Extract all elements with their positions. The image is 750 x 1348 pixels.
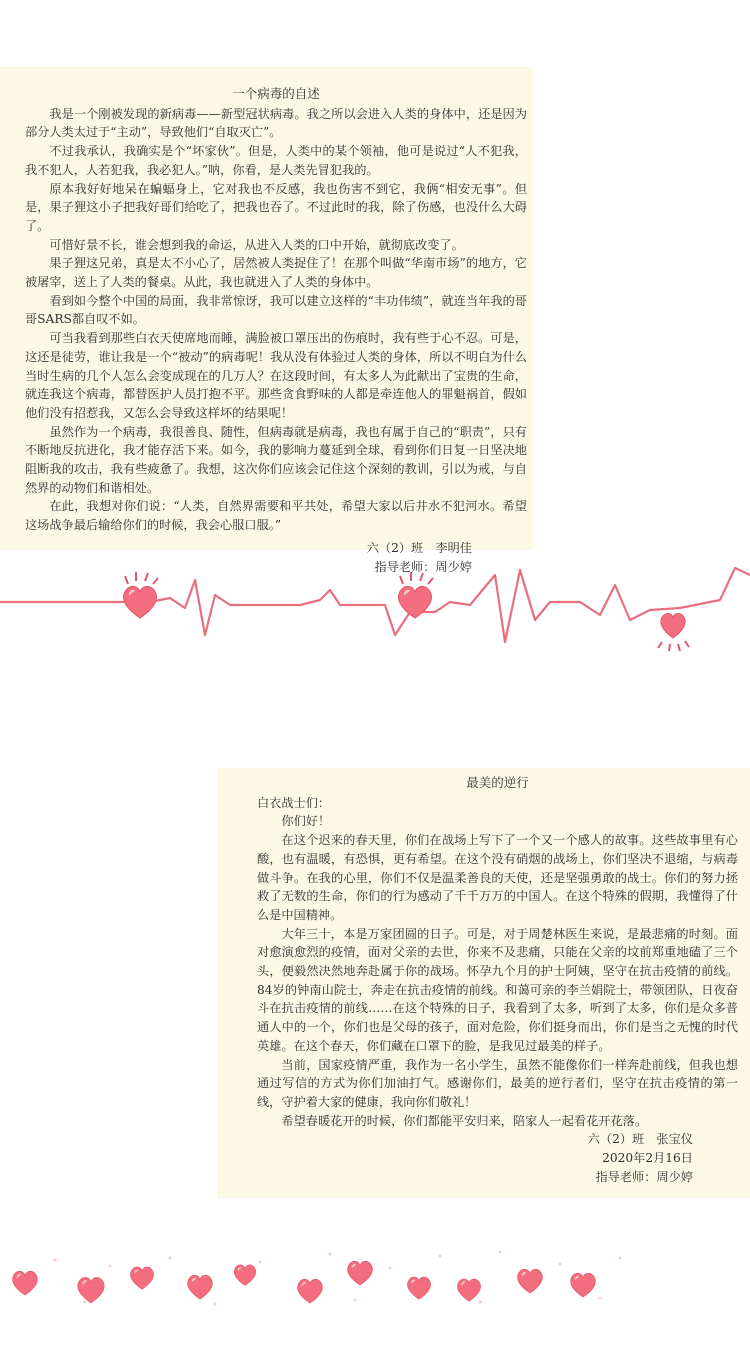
heart-icon bbox=[457, 1279, 480, 1301]
letter1-paragraph: 虽然作为一个病毒，我很善良、随性，但病毒就是病毒，我也有属于自己的“职责”，只有不断地反抗进化，我才能存活下来。如今，我的影响力蔓延到全球，看到你们日复一日坚决地阻断我的攻击，我有些疲惫了。我想，这次你们应该会记住这个深刻的教训，引以为戒，与自然界的动物们和谐相处。 bbox=[25, 424, 527, 495]
letter1-title: 一个病毒的自述 bbox=[232, 86, 320, 101]
letter1-paragraph: 在此，我想对你们说：“人类，自然界需要和平共处，希望大家以后井水不犯河水。希望这场战争最后输给你们的时候，我会心服口服。” bbox=[25, 499, 527, 533]
heart-icon bbox=[13, 1271, 38, 1295]
letter1-paragraph: 原本我好好地呆在蝙蝠身上，它对我也不反感，我也伤害不到它，我俩“相安无事”。但是，果子狸这小子把我好哥们给吃了，把我也吞了。不过此时的我，除了伤感，也没什么大碍了。 bbox=[25, 181, 527, 233]
letter2-paragraph: 大年三十，本是万家团圆的日子。可是，对于周楚林医生来说，是最悲痛的时刻。面对愈演愈烈的疫情，面对父亲的去世，你来不及悲痛，只能在父亲的坟前郑重地磕了三个头，便毅然决然地奔赴属于你的战场。怀孕九个月的护士阿姨，坚守在抗击疫情的前线。84岁的钟南山院士，奔走在抗击疫情的前线。和蔼可亲的李兰娟院士，带领团队，日夜奋斗在抗击疫情的前线……在这个特殊的日子，我看到了太多，听到了太多，你们是众多普通人中的一个，你们也是父母的孩子，面对危险，你们挺身而出，你们是当之无愧的时代英雄。在这个春天，你们藏在口罩下的脸，是我见过最美的样子。 bbox=[257, 926, 738, 1053]
letter1-signature-teacher: 指导老师：周少婷 bbox=[374, 559, 472, 574]
heart-icon bbox=[407, 1277, 430, 1299]
letter2-greeting: 你们好！ bbox=[281, 814, 331, 829]
heart-icon bbox=[188, 1275, 213, 1299]
heart-icon bbox=[658, 614, 689, 651]
heart-icon bbox=[571, 1273, 596, 1297]
letter-most-beautiful-retrograde bbox=[217, 768, 750, 1198]
letter-virus-self-narration bbox=[0, 67, 533, 574]
heart-icon bbox=[124, 572, 158, 618]
letter2-title: 最美的逆行 bbox=[466, 775, 529, 790]
heart-icon bbox=[348, 1261, 373, 1285]
hearts-row-decoration bbox=[0, 1240, 750, 1320]
letter1-paragraph: 看到如今整个中国的局面，我非常惊讶，我可以建立这样的“丰功伟绩”，就连当年我的哥哥SARS都自叹不如。 bbox=[25, 293, 527, 327]
letter1-paragraph: 我是一个刚被发现的新病毒——新型冠状病毒。我之所以会进入人类的身体中，还是因为部分人类太过于“主动”，导致他们“自取灭亡”。 bbox=[25, 106, 527, 140]
letter2-signature-date: 2020年2月16日 bbox=[602, 1151, 693, 1166]
letter2-paragraph: 在这个迟来的春天里，你们在战场上写下了一个又一个感人的故事。这些故事里有心酸，也有温暖，有恐惧，更有希望。在这个没有硝烟的战场上，你们坚决不退缩，与病毒做斗争。在我的心里，你们不仅是温柔善良的天使，还是坚强勇敢的战士。你们的努力拯救了无数的生命，你们的行为感动了千千万万的中国人。在这个特殊的假期，我懂得了什么是中国精神。 bbox=[257, 833, 738, 922]
heart-icon bbox=[234, 1265, 255, 1286]
letter1-signature-class: 六（2）班 李明佳 bbox=[366, 540, 472, 555]
letter2-paragraph: 当前，国家疫情严重，我作为一名小学生，虽然不能像你们一样奔赴前线，但我也想通过写信的方式为你们加油打气。感谢你们，最美的逆行者们，坚守在抗击疫情的第一线，守护着大家的健康，我向你们敬礼！ bbox=[257, 1057, 738, 1109]
letter2-signature-class: 六（2）班 张宝仪 bbox=[587, 1132, 693, 1147]
letter1-paragraph: 果子狸这兄弟，真是太不小心了，居然被人类捉住了！在那个叫做“华南市场”的地方，它被屠宰，送上了人类的餐桌。从此，我也就进入了人类的身体中。 bbox=[25, 256, 527, 290]
heart-icon bbox=[518, 1269, 543, 1293]
letter2-paragraph: 希望春暖花开的时候，你们都能平安归来，陪家人一起看花开花落。 bbox=[281, 1113, 648, 1128]
letter2-signature-teacher: 指导老师：周少婷 bbox=[595, 1169, 693, 1184]
heart-icon bbox=[130, 1267, 153, 1289]
letter1-paragraph: 可当我看到那些白衣天使席地而睡，满脸被口罩压出的伤痕时，我有些于心不忍。可是，这还是徒劳，谁让我是一个“被动”的病毒呢！我从没有体验过人类的身体，所以不明白为什么当时生病的几个人怎么会变成现在的几万人？在这段时间，有太多人为此献出了宝贵的生命，就连我这个病毒，都替医护人员打抱不平。那些贪食野味的人都是牵连他人的罪魁祸首，假如他们没有招惹我，又怎么会导致这样坏的结果呢！ bbox=[25, 331, 527, 420]
ecg-line bbox=[0, 568, 750, 642]
letter2-salutation: 白衣战士们： bbox=[257, 795, 331, 810]
letter1-paragraph: 不过我承认，我确实是个“坏家伙”。但是，人类中的某个领袖，他可是说过“人不犯我，我不犯人，人若犯我，我必犯人。”呐，你看，是人类先冒犯我的。 bbox=[25, 144, 527, 177]
heart-icon bbox=[78, 1278, 104, 1303]
heartbeat-line-decoration bbox=[0, 560, 750, 670]
letter1-paragraph: 可惜好景不长，谁会想到我的命运，从进入人类的口中开始，就彻底改变了。 bbox=[49, 237, 464, 252]
heart-icon bbox=[298, 1279, 323, 1303]
